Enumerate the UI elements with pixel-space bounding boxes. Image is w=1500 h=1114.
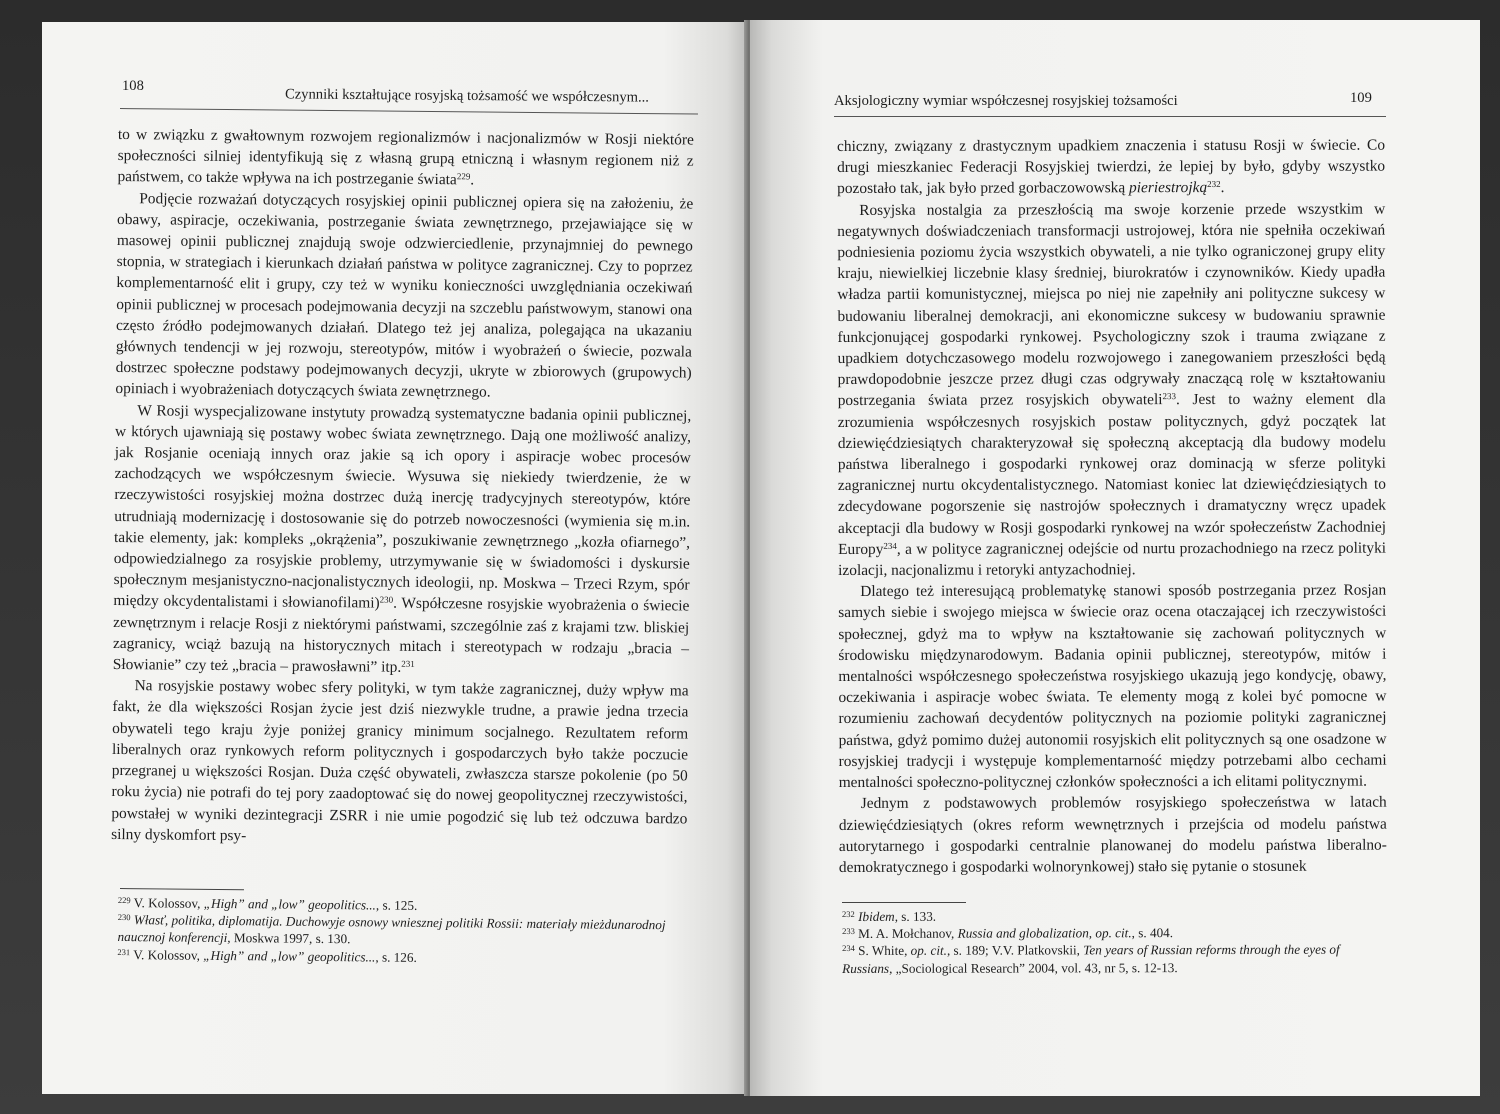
footnote-ref: 232 (1207, 179, 1221, 190)
footnote: $^{229}$ V. Kolossov, „High” and „low” geopolitics..., s. 125. (117, 894, 418, 913)
right-page-number: 109 (1350, 90, 1372, 106)
paragraph: chiczny, związany z drastycznym upadkiem znaczenia i statusu Rosji w świecie. Co drugi mieszkaniec Federacji Rosyjskiej twierdzi, że lepiej by było, gdyby wszystko pozostało tak, jak było przed gorbaczowowską pieriestrojką$^{232}$. (837, 136, 1386, 198)
footnote-ref: 230 (379, 595, 394, 606)
left-page-number: 108 (122, 78, 144, 94)
footnote: $^{233}$ M. A. Mołchanov, Russia and globalization, op. cit., s. 404. (842, 925, 1174, 942)
footnote-ref: 229 (456, 171, 471, 182)
right-page (750, 20, 1480, 1096)
footnote: $^{230}$ Własť, politika, diplomatija. Duchowyje osnowy wniesznej politiki Rossii: materiały mieżdunarodnoj naucznoj konferencji, Moskwa 1997, s. 130. (117, 912, 666, 947)
footnote: $^{232}$ Ibidem, s. 133. (842, 908, 937, 924)
footnote-rule (842, 902, 966, 903)
left-footnotes (117, 894, 694, 968)
right-header-rule (834, 116, 1386, 117)
right-running-head: Aksjologiczny wymiar współczesnej rosyjskiej tożsamości (834, 93, 1178, 109)
footnote: $^{231}$ V. Kolossov, „High” and „low” geopolitics..., s. 126. (117, 946, 417, 965)
paragraph: Na rosyjskie postawy wobec sfery polityki, w tym także zagranicznej, duży wpływ ma fakt, że dla większości Rosjan życie jest dziś niezwykle trudne, a prawie jedna trzecia obywateli tego kraju żyje poniżej granicy minimum socjalnego. Rezultatem reform liberalnych oraz rynkowych reform politycznych i gospodarczych było także poczucie przegranej u większości Rosjan. Duża część obywateli, zwłaszcza starsze pokolenie (po 50 roku życia) nie potrafi do tej pory zaadoptować się do nowej geopolitycznej rzeczywistości, powstałej w wyniki dezintegracji ZSRR i nie umie pogodzić się lub też odczuwa bardzo silny dyskomfort psy- (111, 677, 689, 844)
left-running-head: Czynniki kształtujące rosyjską tożsamość we współczesnym... (284, 86, 650, 106)
right-body-text (837, 135, 1387, 879)
paragraph: Rosyjska nostalgia za przeszłością ma swoje korzenie przede wszystkim w negatywnych doświadczeniach transformacji ustrojowej, która nie spełniła oczekiwań podniesienia poziomu życia wszystkich obywateli, a nie tylko ograniczonej grupy elity kraju, niewielkiej liczebnie klasy średniej, biurokratów i czynowników. Kiedy upadła władza partii komunistycznej, miejsca po niej nie zapełniły ani polityczne sukcesy w budowaniu liberalnej demokracji, ani ekonomiczne sukcesy w budowaniu sprawnie funkcjonującej gospodarki rynkowej. Psychologiczny szok i trauma związane z upadkiem dotychczasowego modelu rozwojowego i zanegowaniem przeszłości będą prawdopodobnie jeszcze przez długi czas odgrywały znaczącą rolę w kształtowaniu postrzegania świata przez rosyjskich obywateli$^{233}$. Jest to ważny element dla zrozumienia współczesnych rosyjskich postaw politycznych, gdyż początek lat dziewięćdziesiątych charakteryzował się społeczną akceptacją dla budowy modelu państwa liberalnego i gospodarki rynkowej oraz dominacją w sferze polityki zagranicznej nurtu okcydentalistycznego. Natomiast koniec lat dziewięćdziesiątych to zdecydowane pogorszenie się nastrojów społecznych i dramatyczny wręcz upadek akceptacji dla budowy w Rosji gospodarki rynkowej na wzór społeczeństw Zachodniej Europy$^{234}$, a w polityce zagranicznej odejście od nurtu prozachodniego na rzecz polityki izolacji, nacjonalizmu i retoryki antyzachodniej. (837, 200, 1387, 580)
footnote: $^{234}$ S. White, op. cit., s. 189; V.V. Platkovskii, Ten years of Russian reforms through the eyes of Russians, „Sociological Research” 2004, vol. 43, nr 5, s. 12-13. (842, 942, 1340, 976)
paragraph: W Rosji wyspecjalizowane instytuty prowadzą systematyczne badania opinii publicznej, w których ujawniają się postawy wobec świata zewnętrznego. Dają one możliwość analizy, jak Rosjanie oceniają innych oraz jakie są ich opory i aspiracje wobec procesów zachodzących we współczesnym świecie. Wysuwa się niekiedy twierdzenie, że w rzeczywistości rosyjskiej można dostrzec dużą inercję tradycyjnych stereotypów, które utrudniają modernizację i dostosowanie się do potrzeb nowoczesności (wymienia się m.in. takie elementy, jak: kompleks „okrążenia”, poszukiwanie zewnętrznego „kozła ofiarnego”, odpowiedzialnego za rosyjskie problemy, utrzymywanie się w świadomości i dyskursie społecznym mesjanistyczno-nacjonalistycznych ideologii, np. Moskwa – Trzeci Rzym, spór między okcydentalistami i słowianofilami)$^{230}$. Współczesne rosyjskie wyobrażenia o świecie zewnętrznym i relacje Rosji z niektórymi państwami, szczególnie zaś z krajami tzw. bliskiej zagranicy, wciąż bazują na historycznych mitach i stereotypach w rodzaju „bracia – Słowianie” czy też „bracia – prawosławni” itp.$^{231}$ (112, 401, 692, 676)
paragraph: Podjęcie rozważań dotyczących rosyjskiej opinii publicznej opiera się na założeniu, że obawy, aspiracje, oczekiwania, postrzeganie świata zewnętrznego, przejawiające się w masowej opinii publicznej znajdują swoje odzwierciedlenie, przynajmniej do pewnego stopnia, w strategiach i kierunkach działań państwa w polityce zagranicznej. Czy to poprzez komplementarność elit i grupy, czy też w wyniku konieczności uwzględniania oczekiwań opinii publicznej w procesach podejmowania decyzji na szczeblu państwowym, stanowi ona często źródło podejmowanych działań. Dlatego też jej analiza, polegająca na ukazaniu głównych tendencji w jej rozwoju, stereotypów, mitów i wyobrażeń o świecie, pozwala dostrzec społeczne podstawy podejmowanych decyzji, ukryte w zbiorowych (grupowych) opiniach i wyobrażeniach dotyczących świata zewnętrznego. (115, 189, 694, 402)
footnote-ref: 233 (1162, 391, 1177, 402)
paragraph: to w związku z gwałtownym rozwojem regionalizmów i nacjonalizmów w Rosji niektóre społeczności silniej identyfikują się z własną grupą etniczną i własnym regionem niż z państwem, co także wpływa na ich postrzeganie świata$^{229}$. (117, 125, 694, 189)
paragraph: Dlatego też interesującą problematykę stanowi sposób postrzegania przez Rosjan samych siebie i swojego miejsca w świecie oraz ocena otaczającej ich rzeczywistości społecznej, gdyż ma to wpływ na kształtowanie się zachowań politycznych w środowisku międzynarodowym. Badania opinii publicznej, stereotypów, mitów i mentalności współczesnego społeczeństwa rosyjskiego ukazują jego kondycję, obawy, oczekiwania i aspiracje wobec świata. Te elementy mogą z kolei być pomocne w rozumieniu zachowań decydentów politycznych na poziomie polityki zagranicznej państwa, gdyż pomimo dużej autonomii rosyjskich elit politycznych są one osadzone w rosyjskiej tradycji i występuje komplementarność między potrzebami albo cechami mentalności społeczno-politycznej członków społeczności a ich elitami politycznymi. (838, 581, 1387, 792)
footnote-ref: 234 (883, 540, 897, 551)
left-page (42, 22, 748, 1094)
footnote-ref: 231 (401, 658, 415, 669)
footnote-rule (120, 888, 244, 890)
right-footnotes (842, 907, 1387, 977)
left-body-text (111, 124, 694, 850)
left-header-rule (120, 108, 698, 115)
paragraph: Jednym z podstawowych problemów rosyjskiego społeczeństwa w latach dziewięćdziesiątych (okres reform wewnętrznych i przejścia od modelu państwa autorytarnego i gospodarki centralnie planowanej do modelu państwa liberalno-demokratycznego i gospodarki wolnorynkowej) stało się pytanie o stosunek (838, 793, 1387, 876)
